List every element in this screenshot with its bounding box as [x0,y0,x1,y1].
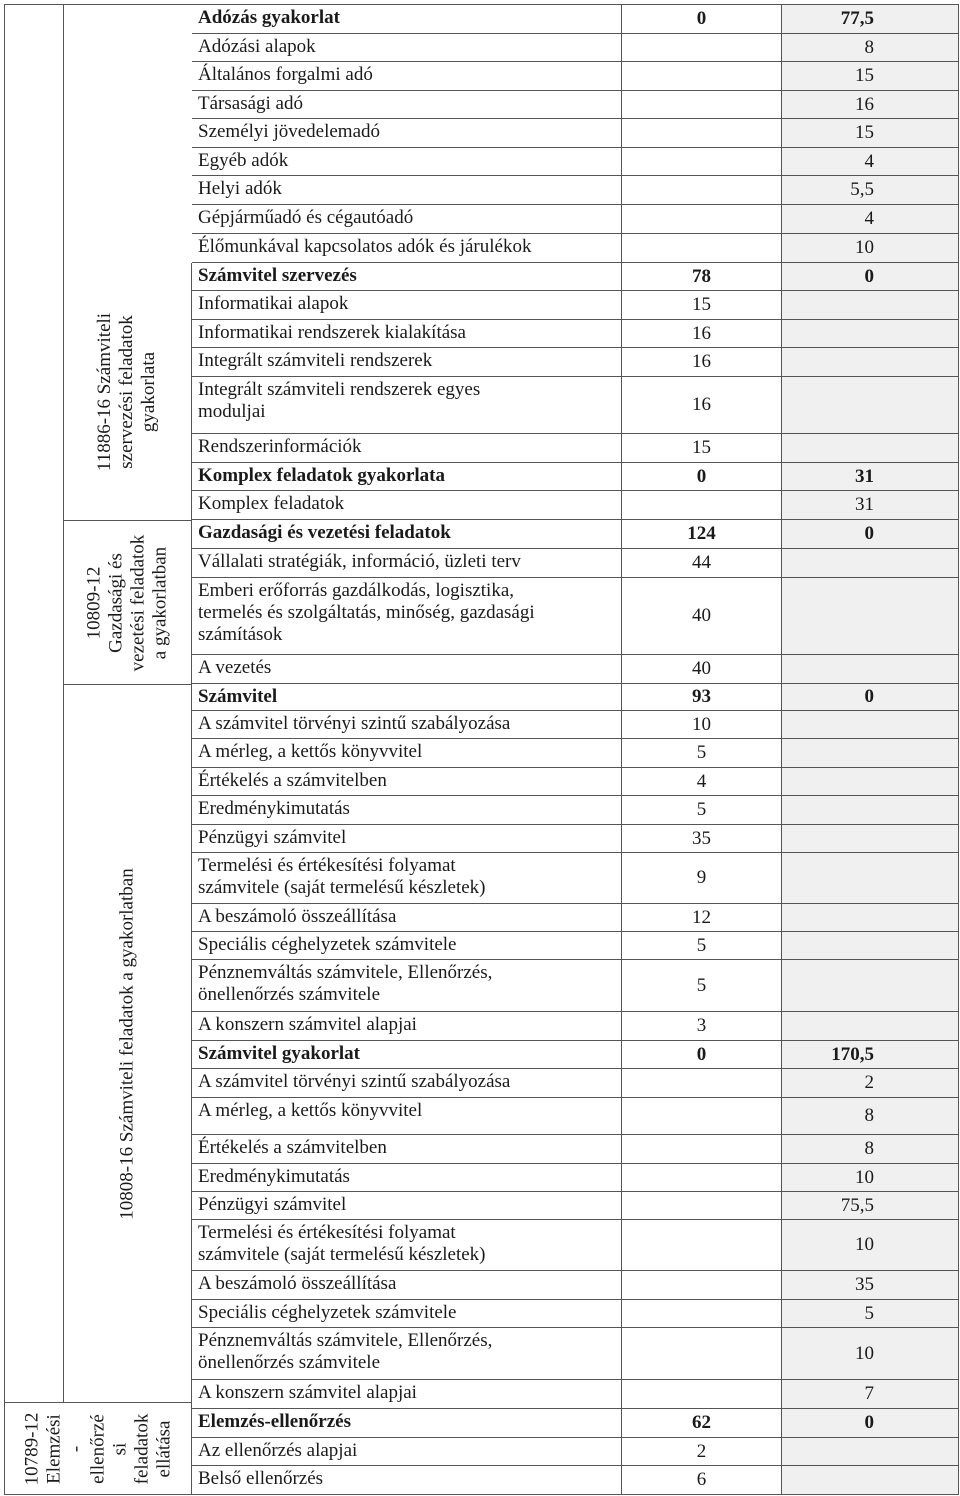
practice-hours: 10 [855,1234,874,1255]
practice-hours: 4 [864,208,874,229]
theory-hours-cell [622,34,782,62]
row-name: Eredménykimutatás [198,798,350,819]
theory-hours: 35 [692,827,711,849]
row-name: Az ellenőrzés alapjai [198,1440,358,1461]
theory-hours: 16 [692,351,711,372]
row-name-cell [192,377,622,434]
theory-hours: 44 [692,552,711,573]
theory-hours-cell [622,1438,782,1466]
theory-hours-cell [622,5,782,34]
module-label-line: vezetési feladatok [127,534,149,671]
theory-hours-cell [622,263,782,291]
practice-hours-cell [782,34,959,62]
theory-hours-cell [622,434,782,463]
practice-hours: 15 [855,65,874,86]
practice-hours: 77,5 [840,8,874,29]
theory-hours-cell [622,1192,782,1220]
practice-hours-cell [782,234,959,263]
practice-hours-cell [782,684,959,711]
theory-hours-cell [622,655,782,684]
practice-hours-cell [782,1438,959,1466]
row-name: önellenőrzés számvitele [198,984,381,1005]
row-name-cell [192,176,622,205]
row-name: Élőmunkával kapcsolatos adók és járulékok [198,236,532,257]
row-name-cell [192,796,622,825]
practice-hours-cell [782,1041,959,1069]
row-name: Gépjárműadó és cégautóadó [198,207,414,228]
practice-hours-cell [782,434,959,463]
theory-hours-cell [622,853,782,904]
row-name: Pénznemváltás számvitele, Ellenőrzés, [198,962,493,983]
practice-hours-cell [782,119,959,148]
practice-hours: 35 [855,1274,874,1295]
row-name-cell [192,205,622,234]
row-name-cell [192,291,622,320]
row-name: számvitele (saját termelésű készletek) [198,1244,486,1265]
practice-hours-cell [782,148,959,176]
theory-hours-cell [622,796,782,825]
row-name: Speciális céghelyzetek számvitele [198,1302,457,1323]
practice-hours-cell [782,1271,959,1300]
row-name-cell [192,549,622,578]
row-name-cell [192,1438,622,1466]
row-name: A vezetés [198,657,272,678]
theory-hours-cell [622,1300,782,1328]
row-name-cell [192,463,622,491]
theory-hours-cell [622,1409,782,1438]
module-label-line: feladatok [130,1413,152,1484]
module-label [84,534,172,671]
row-name-cell [192,655,622,684]
theory-hours-cell [622,768,782,796]
theory-hours: 5 [696,799,707,820]
theory-hours: 40 [692,605,711,626]
theory-hours: 3 [696,1015,707,1036]
row-name-cell [192,1098,622,1135]
practice-hours-cell [782,377,959,434]
theory-hours: 10 [692,713,711,735]
practice-hours-cell [782,1328,959,1380]
theory-hours: 4 [696,770,707,792]
row-name-cell [192,932,622,960]
row-name-cell [192,234,622,263]
theory-hours-cell [622,1271,782,1300]
practice-hours: 7 [864,1383,874,1404]
row-name: Adózási alapok [198,36,316,57]
theory-hours: 0 [696,1043,707,1065]
row-name: Számvitel szervezés [198,265,357,286]
module-label-line: 10789-12 [20,1412,42,1485]
theory-hours-cell [622,711,782,739]
row-name-cell [192,1135,622,1164]
theory-hours: 16 [692,322,711,344]
row-name: moduljai [198,401,266,422]
practice-hours: 75,5 [840,1194,874,1216]
theory-hours: 40 [692,658,711,679]
row-name-cell [192,119,622,148]
row-name: Rendszerinformációk [198,436,362,457]
row-name: Adózás gyakorlat [198,7,340,28]
practice-hours-cell [782,960,959,1012]
row-name: Gazdasági és vezetési feladatok [198,522,451,543]
row-name-cell [192,711,622,739]
row-name-cell [192,1192,622,1220]
module-label-line: ellenőrzé [86,1413,108,1484]
row-name: A számvitel törvényi szintű szabályozása [198,1071,511,1092]
row-name: Speciális céghelyzetek számvitele [198,934,457,955]
row-name-cell [192,34,622,62]
module-label-line: - [64,1445,86,1452]
row-name: Számvitel [198,686,278,707]
row-name: Integrált számviteli rendszerek [198,350,433,371]
practice-hours: 15 [855,122,874,143]
row-name-cell [192,148,622,176]
row-name-cell [192,1069,622,1098]
theory-hours: 93 [692,686,711,707]
module-label [95,312,161,470]
theory-hours-cell [622,348,782,377]
theory-hours: 62 [692,1412,711,1433]
practice-hours: 10 [855,1166,874,1188]
row-name-cell [192,768,622,796]
row-name: Számvitel gyakorlat [198,1043,361,1064]
row-name: Termelési és értékesítési folyamat [198,855,456,876]
module-label-line: 10809-12 [83,566,105,639]
practice-hours-cell [782,520,959,549]
theory-hours: 15 [692,294,711,315]
practice-hours-cell [782,853,959,904]
theory-hours-cell [622,291,782,320]
practice-hours: 0 [864,523,874,544]
row-name: A beszámoló összeállítása [198,1273,397,1294]
row-name-cell [192,320,622,348]
theory-hours: 16 [692,394,711,415]
theory-hours: 0 [696,8,707,29]
theory-hours-cell [622,825,782,853]
practice-hours: 31 [855,494,874,515]
row-name-cell [192,62,622,91]
theory-hours: 0 [696,465,707,487]
theory-hours-cell [622,549,782,578]
theory-hours-cell [622,1069,782,1098]
row-name-cell [192,434,622,463]
curriculum-table [4,4,959,1495]
practice-hours-cell [782,320,959,348]
practice-hours-cell [782,491,959,520]
row-name-cell [192,1041,622,1069]
practice-hours-cell [782,825,959,853]
theory-hours-cell [622,119,782,148]
row-name: Vállalati stratégiák, információ, üzleti terv [198,551,521,572]
theory-hours-cell [622,904,782,932]
theory-hours: 5 [696,934,707,956]
practice-hours-cell [782,1135,959,1164]
module-label-line: 11886-16 Számviteli [94,312,116,471]
module-label-line: si [108,1442,130,1455]
row-name: Egyéb adók [198,150,289,171]
theory-hours-cell [622,1328,782,1380]
practice-hours: 0 [864,265,874,287]
row-name-cell [192,348,622,377]
practice-hours-cell [782,711,959,739]
module-label-line: 10808-16 Számviteli feladatok a gyakorlatban [116,867,138,1220]
theory-hours-cell [622,463,782,491]
practice-hours-cell [782,263,959,291]
row-name: Pénzügyi számvitel [198,827,347,848]
row-name: A számvitel törvényi szintű szabályozása [198,713,511,734]
practice-hours-cell [782,1069,959,1098]
practice-hours-cell [782,932,959,960]
module-label-line: Gazdasági és [105,552,127,653]
module-label [117,868,139,1219]
practice-hours-cell [782,463,959,491]
theory-hours-cell [622,148,782,176]
row-name-cell [192,1164,622,1192]
theory-hours: 12 [692,906,711,928]
practice-hours-cell [782,1380,959,1409]
practice-hours-cell [782,62,959,91]
practice-hours: 8 [864,36,874,58]
practice-hours-cell [782,1012,959,1041]
theory-hours-cell [622,932,782,960]
practice-hours: 16 [855,93,874,115]
module-label-line: gyakorlata [138,351,160,432]
theory-hours-cell [622,1466,782,1495]
row-name-cell [192,1328,622,1380]
practice-hours-cell [782,1300,959,1328]
row-name: Komplex feladatok gyakorlata [198,465,445,486]
theory-hours-cell [622,684,782,711]
row-name: Belső ellenőrzés [198,1468,324,1489]
row-name: Általános forgalmi adó [198,64,373,85]
theory-hours: 5 [696,742,707,763]
row-name: Informatikai alapok [198,293,349,314]
practice-hours-cell [782,1409,959,1438]
row-name-cell [192,1409,622,1438]
practice-hours-cell [782,1466,959,1495]
row-name-cell [192,263,622,291]
row-name-cell [192,5,622,34]
theory-hours-cell [622,1098,782,1135]
practice-hours-cell [782,549,959,578]
practice-hours-cell [782,348,959,377]
practice-hours: 0 [864,686,874,707]
practice-hours-cell [782,176,959,205]
row-name: Helyi adók [198,178,282,199]
practice-hours-cell [782,1192,959,1220]
practice-hours: 10 [855,1342,874,1364]
theory-hours-cell [622,320,782,348]
practice-hours-cell [782,1164,959,1192]
practice-hours-cell [782,768,959,796]
row-name: A konszern számvitel alapjai [198,1382,417,1403]
practice-hours: 170,5 [831,1043,874,1065]
theory-hours-cell [622,1012,782,1041]
row-name: számvitele (saját termelésű készletek) [198,877,486,898]
module-cell [5,1403,192,1495]
module-cell [64,521,192,685]
practice-hours: 2 [864,1072,874,1093]
row-name: A beszámoló összeállítása [198,906,397,927]
theory-hours-cell [622,960,782,1012]
theory-hours: 6 [696,1469,707,1490]
theory-hours: 15 [692,437,711,458]
practice-hours: 8 [864,1138,874,1159]
row-name: Komplex feladatok [198,493,345,514]
module-label-line: Elemzési [42,1413,64,1484]
row-name-cell [192,825,622,853]
theory-hours-cell [622,1041,782,1069]
theory-hours: 78 [692,265,711,287]
row-name: Értékelés a számvitelben [198,770,387,791]
row-name: Emberi erőforrás gazdálkodás, logisztika, [198,580,515,601]
theory-hours: 2 [696,1440,707,1462]
row-name: Elemzés-ellenőrzés [198,1411,351,1432]
practice-hours: 8 [864,1105,874,1126]
row-name-cell [192,1012,622,1041]
theory-hours-cell [622,578,782,655]
row-name: A mérleg, a kettős könyvvitel [198,741,423,762]
practice-hours-cell [782,904,959,932]
row-name: Társasági adó [198,93,303,114]
practice-hours-cell [782,1220,959,1271]
practice-hours: 5,5 [850,179,874,200]
theory-hours-cell [622,1135,782,1164]
practice-hours-cell [782,655,959,684]
row-name-cell [192,1220,622,1271]
row-name: Termelési és értékesítési folyamat [198,1222,456,1243]
theory-hours-cell [622,739,782,768]
module-cell [64,263,192,521]
row-name: Informatikai rendszerek kialakítása [198,322,466,343]
theory-hours-cell [622,377,782,434]
row-name-cell [192,578,622,655]
row-name: Személyi jövedelemadó [198,121,381,142]
module-label-line: ellátása [152,1420,174,1477]
theory-hours-cell [622,205,782,234]
practice-hours: 10 [855,237,874,258]
theory-hours: 5 [696,974,707,996]
theory-hours: 124 [687,523,716,544]
theory-hours-cell [622,520,782,549]
module-cell [64,685,192,1403]
practice-hours: 4 [864,150,874,172]
practice-hours-cell [782,739,959,768]
practice-hours: 0 [864,1412,874,1433]
row-name: számítások [198,624,283,645]
row-name-cell [192,684,622,711]
practice-hours-cell [782,205,959,234]
row-name-cell [192,1380,622,1409]
practice-hours-cell [782,5,959,34]
theory-hours-cell [622,176,782,205]
theory-hours-cell [622,91,782,119]
practice-hours-cell [782,291,959,320]
practice-hours: 5 [864,1302,874,1324]
theory-hours-cell [622,491,782,520]
theory-hours-cell [622,234,782,263]
practice-hours-cell [782,91,959,119]
row-name-cell [192,491,622,520]
module-label-line: a gyakorlatban [149,546,171,659]
qualification-strip [5,5,64,1403]
practice-hours-cell [782,578,959,655]
row-name-cell [192,91,622,119]
row-name-cell [192,960,622,1012]
row-name-cell [192,520,622,549]
row-name: Pénzügyi számvitel [198,1194,347,1215]
row-name-cell [192,1300,622,1328]
practice-hours: 31 [855,465,874,487]
row-name-cell [192,904,622,932]
row-name: önellenőrzés számvitele [198,1352,381,1373]
row-name: A mérleg, a kettős könyvvitel [198,1100,423,1121]
row-name-cell [192,853,622,904]
theory-hours: 9 [696,867,707,888]
row-name: Eredménykimutatás [198,1166,350,1187]
row-name: A konszern számvitel alapjai [198,1014,417,1035]
row-name-cell [192,1271,622,1300]
theory-hours-cell [622,1380,782,1409]
row-name: Értékelés a számvitelben [198,1137,387,1158]
theory-hours-cell [622,1220,782,1271]
module-label-line: szervezési feladatok [116,314,138,469]
theory-hours-cell [622,1164,782,1192]
row-name-cell [192,1466,622,1495]
row-name: termelés és szolgáltatás, minőség, gazdasági [198,602,535,623]
module-label [21,1412,175,1485]
practice-hours-cell [782,1098,959,1135]
theory-hours-cell [622,62,782,91]
row-name: Pénznemváltás számvitele, Ellenőrzés, [198,1330,493,1351]
row-name-cell [192,739,622,768]
row-name: Integrált számviteli rendszerek egyes [198,379,481,400]
practice-hours-cell [782,796,959,825]
